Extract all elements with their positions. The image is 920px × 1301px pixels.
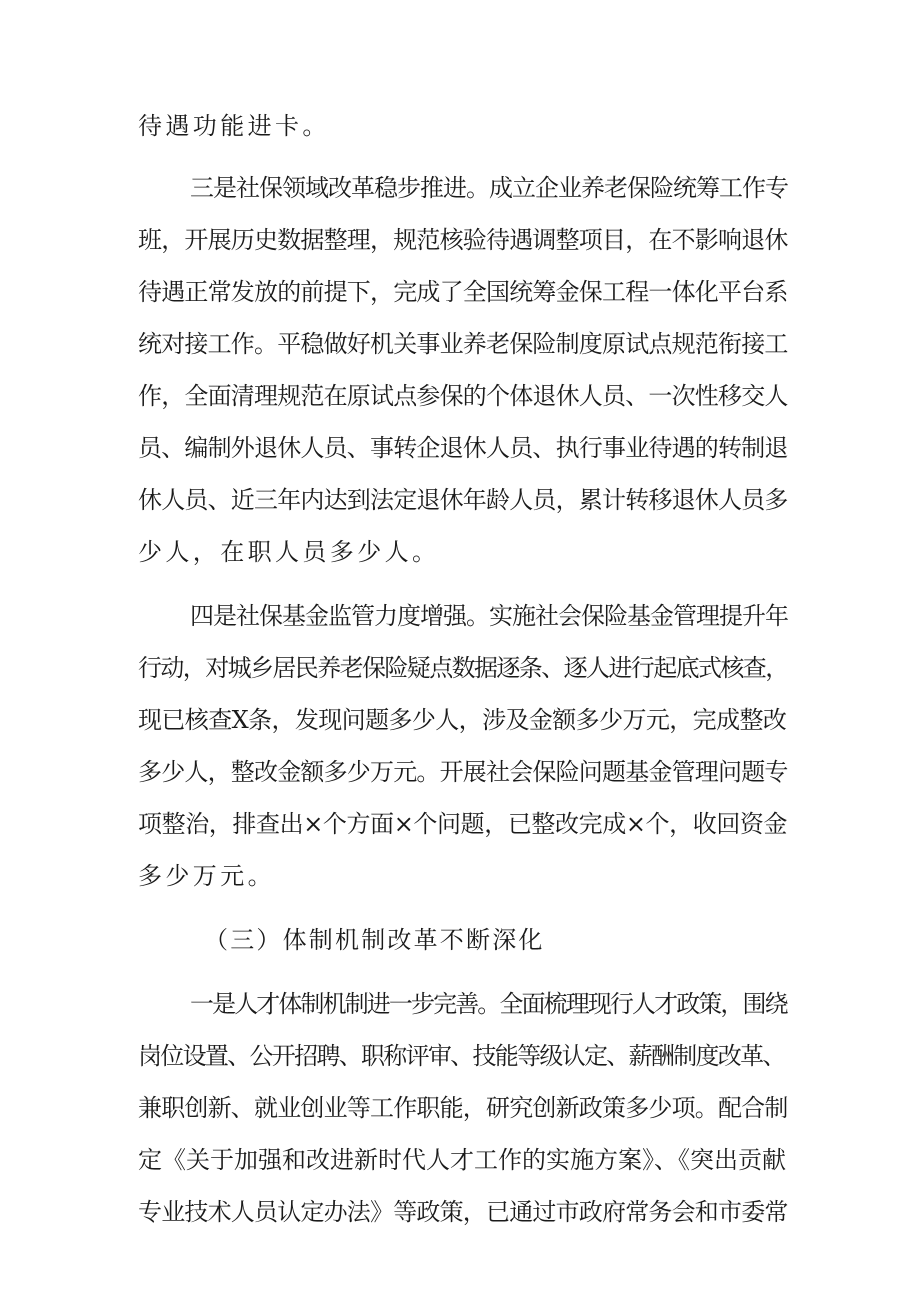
paragraph-first-line: 一是人才体制机制进一步完善。全面梳理现行人才政策，围绕 <box>190 990 787 1018</box>
text-line: 休人员、近三年内达到法定退休年龄人员，累计转移退休人员多 <box>138 486 788 514</box>
text-line: 待遇正常发放的前提下，完成了全国统筹金保工程一体化平台系 <box>138 278 788 306</box>
text-line: 岗位设置、公开招聘、职称评审、技能等级认定、薪酬制度改革、 <box>138 1042 785 1070</box>
text-line: 作，全面清理规范在原试点参保的个体退休人员、一次性移交人 <box>138 382 788 410</box>
text-line: 少人，在职人员多少人。 <box>138 538 440 566</box>
text-line: 专业技术人员认定办法》等政策，已通过市政府常务会和市委常 <box>138 1198 788 1226</box>
text-line: 班，开展历史数据整理，规范核验待遇调整项目，在不影响退休 <box>138 226 788 254</box>
text-line: 多少人，整改金额多少万元。开展社会保险问题基金管理问题专 <box>138 758 788 786</box>
text-line: 多少万元。 <box>138 862 275 890</box>
text-line: 兼职创新、就业创业等工作职能，研究创新政策多少项。配合制 <box>138 1094 788 1122</box>
text-line: 统对接工作。平稳做好机关事业养老保险制度原试点规范衔接工 <box>138 330 788 358</box>
text-line: 行动，对城乡居民养老保险疑点数据逐条、逐人进行起底式核查， <box>138 654 788 682</box>
text-line: 项整治，排查出×个方面×个问题，已整改完成×个，收回资金 <box>138 810 788 838</box>
text-line: 定《关于加强和改进新时代人才工作的实施方案》、《突出贡献 <box>138 1146 786 1174</box>
text-line: 待遇功能进卡。 <box>138 112 330 140</box>
text-line: 员、编制外退休人员、事转企退休人员、执行事业待遇的转制退 <box>138 434 788 462</box>
text-line: 现已核查X条，发现问题多少人，涉及金额多少万元，完成整改 <box>138 706 787 734</box>
paragraph-first-line: 三是社保领域改革稳步推进。成立企业养老保险统筹工作专 <box>190 174 788 202</box>
paragraph-first-line: 四是社保基金监管力度增强。实施社会保险基金管理提升年 <box>190 602 788 630</box>
section-heading: （三）体制机制改革不断深化 <box>204 926 545 954</box>
